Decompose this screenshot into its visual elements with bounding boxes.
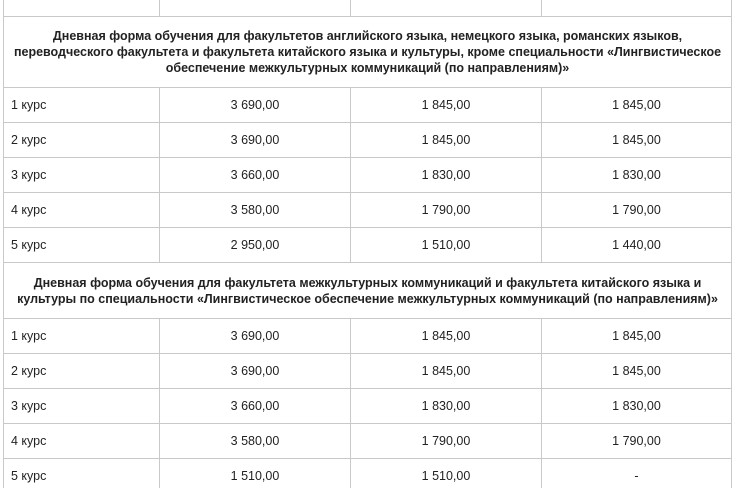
fee-cell: 1 790,00: [351, 193, 542, 228]
fee-cell: 1 790,00: [351, 424, 542, 459]
fee-cell: 1 830,00: [542, 389, 732, 424]
fee-cell: 3 690,00: [160, 319, 351, 354]
table-row: [4, 459, 732, 488]
section-header-row: [4, 17, 732, 88]
fee-cell: 1 845,00: [351, 123, 542, 158]
table-row: [4, 389, 732, 424]
table-row: [4, 354, 732, 389]
fee-cell: 1 845,00: [351, 354, 542, 389]
table-row: [4, 158, 732, 193]
course-cell: 5 курс: [4, 459, 160, 488]
fee-cell: 3 690,00: [160, 88, 351, 123]
fee-cell: 1 440,00: [542, 228, 732, 263]
table-body: [4, 0, 732, 488]
fee-cell: 1 845,00: [542, 123, 732, 158]
fee-cell: 1 845,00: [542, 88, 732, 123]
fee-cell: 1 510,00: [351, 459, 542, 488]
course-cell: 4 курс: [4, 193, 160, 228]
section-header: Дневная форма обучения для факультета межкультурных коммуникаций и факультета китайского языка и культуры по специальности «Лингвистическое обеспечение межкультурных коммуникаций (по направлениям)»: [4, 263, 732, 319]
table-row: [4, 193, 732, 228]
table-cell: [160, 0, 351, 17]
fee-cell: 1 830,00: [542, 158, 732, 193]
table-cell: [4, 0, 160, 17]
fee-cell: 3 580,00: [160, 193, 351, 228]
course-cell: 2 курс: [4, 123, 160, 158]
fee-cell: 1 830,00: [351, 158, 542, 193]
course-cell: 3 курс: [4, 158, 160, 193]
table-row: [4, 123, 732, 158]
fee-cell: 3 580,00: [160, 424, 351, 459]
tuition-fee-table: [3, 0, 732, 488]
table-row: [4, 424, 732, 459]
table-cell: [542, 0, 732, 17]
fee-cell: 1 790,00: [542, 424, 732, 459]
course-cell: 2 курс: [4, 354, 160, 389]
fee-cell: 1 845,00: [351, 319, 542, 354]
table-top-row: [4, 0, 732, 17]
course-cell: 1 курс: [4, 319, 160, 354]
fee-cell: 3 690,00: [160, 123, 351, 158]
fee-cell: 1 790,00: [542, 193, 732, 228]
table-row: [4, 228, 732, 263]
table-cell: [351, 0, 542, 17]
fee-cell: 3 660,00: [160, 389, 351, 424]
section-header-row: [4, 263, 732, 319]
fee-cell: 1 830,00: [351, 389, 542, 424]
fee-cell: 3 660,00: [160, 158, 351, 193]
table-row: [4, 319, 732, 354]
fee-cell: 1 845,00: [542, 319, 732, 354]
table-row: [4, 88, 732, 123]
course-cell: 4 курс: [4, 424, 160, 459]
section-header: Дневная форма обучения для факультетов английского языка, немецкого языка, романских языков, переводческого факультета и факультета китайского языка и культуры, кроме специальности «Лингвистическое обеспечение межкультурных коммуникаций (по направлениям)»: [4, 17, 732, 88]
fee-cell: 1 510,00: [351, 228, 542, 263]
fee-cell: 1 510,00: [160, 459, 351, 488]
fee-cell: 1 845,00: [351, 88, 542, 123]
fee-cell: 1 845,00: [542, 354, 732, 389]
fee-cell: -: [542, 459, 732, 488]
course-cell: 5 курс: [4, 228, 160, 263]
fee-cell: 2 950,00: [160, 228, 351, 263]
course-cell: 1 курс: [4, 88, 160, 123]
fee-cell: 3 690,00: [160, 354, 351, 389]
course-cell: 3 курс: [4, 389, 160, 424]
